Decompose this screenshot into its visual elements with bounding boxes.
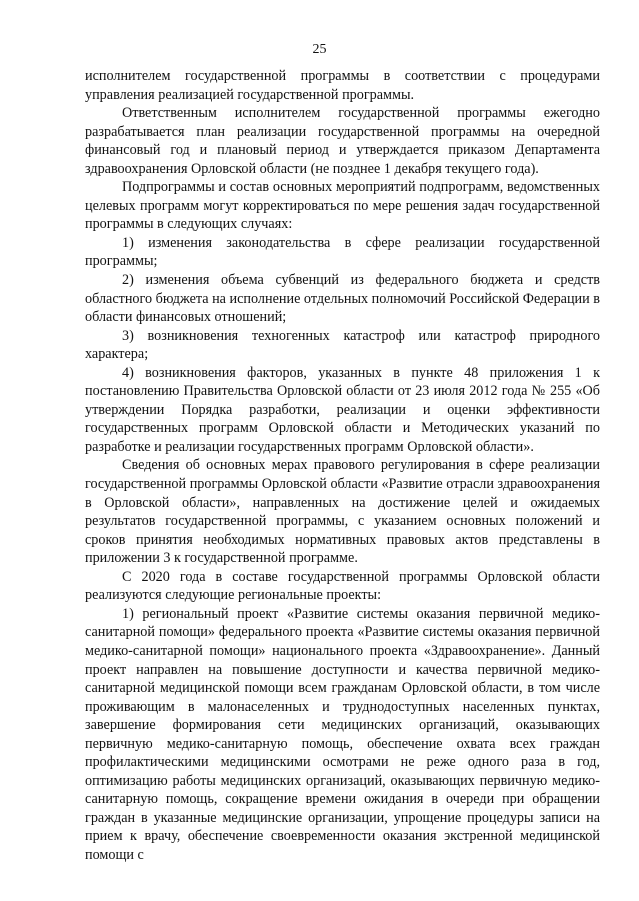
paragraph: исполнителем государственной программы в соответствии с процедурами управления реализацией государственной программы.: [85, 68, 600, 103]
body-text: [85, 67, 600, 865]
paragraph: Ответственным исполнителем государственной программы ежегодно разрабатывается план реализации государственной программы на очередной финансовый год и плановый период и утверждается приказом Департамента здравоохранения Орловской области (не позднее 1 декабря текущего года).: [85, 105, 600, 177]
paragraph: 3) возникновения техногенных катастроф или катастроф природного характера;: [85, 327, 600, 363]
paragraph: Подпрограммы и состав основных мероприятий подпрограмм, ведомственных целевых программ могут корректироваться по мере решения задач государственной программы в следующих случаях:: [85, 179, 600, 233]
paragraph: С 2020 года в составе государственной программы Орловской области реализуются следующие региональные проекты:: [85, 568, 600, 604]
paragraph: 4) возникновения факторов, указанных в пункте 48 приложения 1 к постановлению Правительства Орловской области от 23 июля 2012 года № 255 «Об утверждении Порядка разработки, реализации и оценки эффективности государственных программ Орловской области и Методических указаний по разработке и реализации государственных программ Орловской области».: [85, 364, 600, 455]
paragraph: 2) изменения объема субвенций из федерального бюджета и средств областного бюджета на исполнение отдельных полномочий Российской Федерации в области финансовых отношений;: [85, 272, 600, 326]
paragraph: Сведения об основных мерах правового регулирования в сфере реализации государственной программы Орловской области «Развитие отрасли здравоохранения в Орловской области», направленных на достижение целей и ожидаемых результатов государственной программы, с указанием основных положений и сроков принятия необходимых нормативных правовых актов представлены в приложении 3 к государственной программе.: [85, 457, 600, 567]
page-number: 25: [312, 42, 327, 57]
paragraph: 1) изменения законодательства в сфере реализации государственной программы;: [85, 234, 600, 270]
paragraph: 1) региональный проект «Развитие системы оказания первичной медико-санитарной помощи» федерального проекта «Развитие системы оказания первичной медико-санитарной помощи» национального проекта «Здравоохранение». Данный проект направлен на повышение доступности и качества первичной медико-санитарной медицинской помощи всем гражданам Орловской области, в том числе проживающим в малонаселенных и труднодоступных населенных пунктах, завершение формирования сети медицинских организаций, оказывающих первичную медико-санитарную помощь, обеспечение охвата всех граждан профилактическими медицинскими осмотрами не реже одного раза в год, оптимизацию работы медицинских организаций, оказывающих первичную медико-санитарную помощь, сокращение времени ожидания в очереди при обращении граждан в указанные медицинские организации, упрощение процедуры записи на прием к врачу, обеспечение своевременности оказания экстренной медицинской помощи с: [85, 605, 600, 863]
